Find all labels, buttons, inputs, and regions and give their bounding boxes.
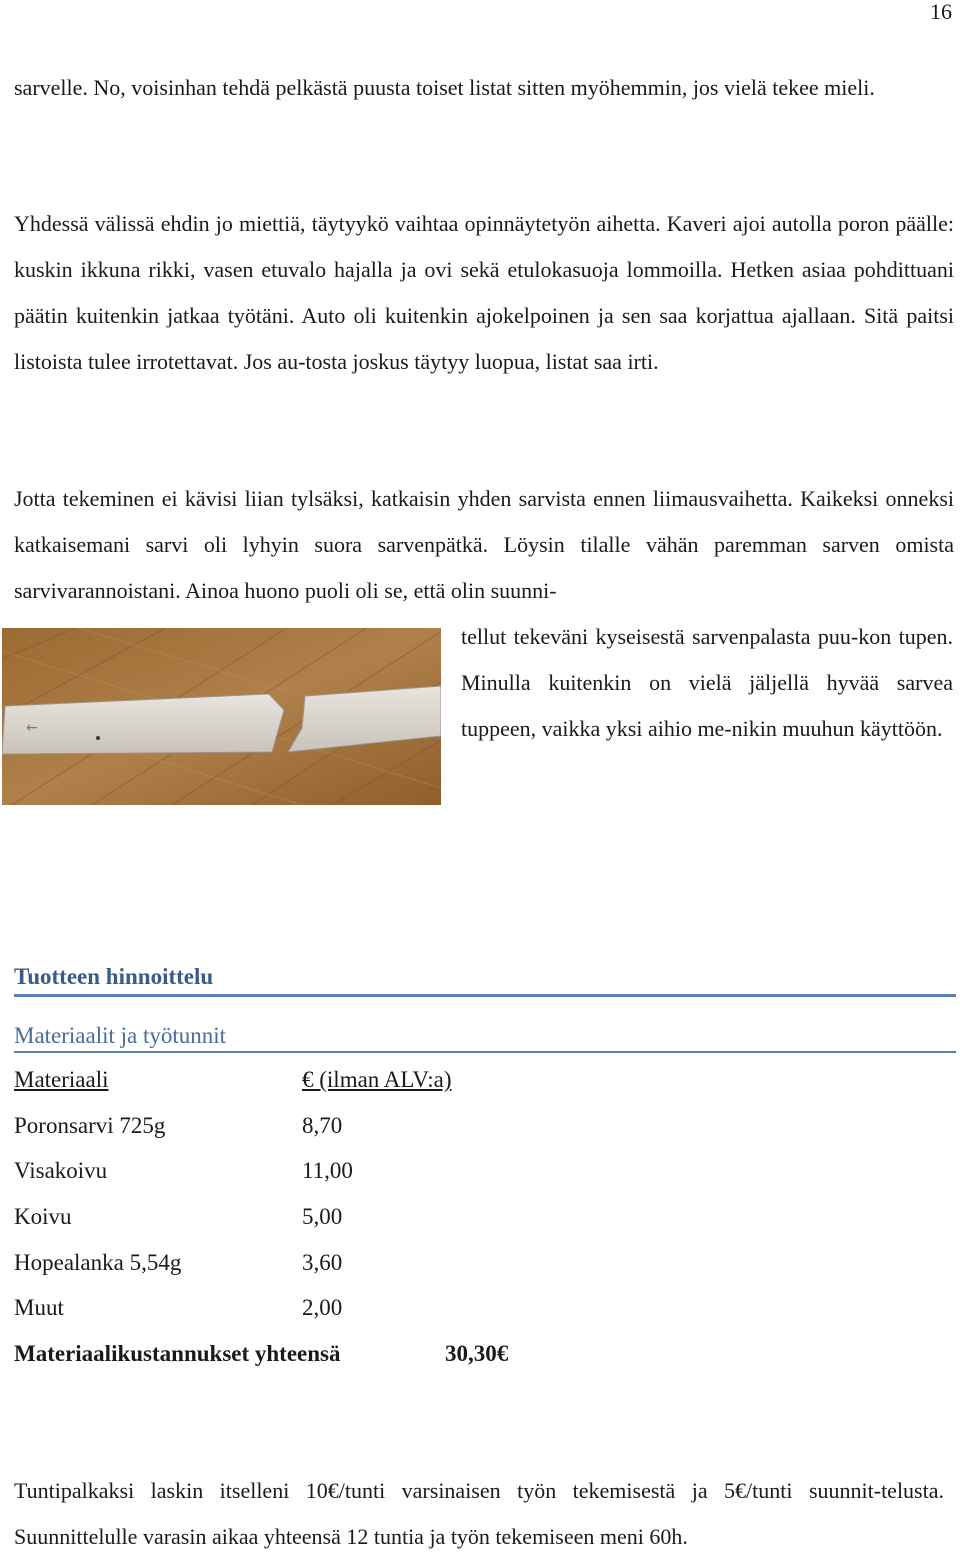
material-price: 11,00 [302, 1158, 353, 1183]
paragraph-4: Tuntipalkaksi laskin itselleni 10€/tunti varsinaisen työn tekemisestä ja 5€/tunti suunnit-telusta. Suunnittelulle varasin aikaa yhteensä 12 tuntia ja työn tekemiseen meni 60h. [14, 1478, 944, 1549]
material-price: 2,00 [302, 1295, 343, 1320]
pricing-subheading: Materiaalit ja työtunnit [14, 1023, 227, 1048]
material-name: Poronsarvi 725g [14, 1113, 166, 1138]
column-header-material: Materiaali [14, 1067, 109, 1092]
heading-rule [14, 994, 956, 997]
paragraph-3-wrap: tellut tekeväni kyseisestä sarvenpalasta puu-kon tupen. Minulla kuitenkin on vielä jäljellä hyvää sarvea tuppeen, vaikka yksi aihio me-nikin muuhun käyttöön. [461, 624, 953, 741]
material-name: Hopealanka 5,54g [14, 1250, 182, 1275]
material-name: Muut [14, 1295, 64, 1320]
material-price: 3,60 [302, 1250, 343, 1275]
broken-antler-photo [2, 628, 441, 805]
antler-strips-image [2, 628, 441, 805]
total-value: 30,30€ [445, 1341, 509, 1366]
material-price: 8,70 [302, 1113, 343, 1138]
material-price: 5,00 [302, 1204, 343, 1229]
paragraph-2: Yhdessä välissä ehdin jo miettiä, täytyykö vaihtaa opinnäytetyön aihetta. Kaveri ajoi autolla poron päälle: kuskin ikkuna rikki, vasen etuvalo hajalla ja ovi sekä etulokasuoja lommoilla. Hetken asiaa pohdittuani päätin kuitenkin jatkaa työtäni. Auto oli kuitenkin ajokelpoinen ja sen saa korjattua ajallaan. Sitä paitsi listoista tulee irrotettavat. Jos au-tosta joskus täytyy luopua, listat saa irti. [14, 211, 954, 374]
subheading-rule [14, 1051, 956, 1053]
paragraph-1: sarvelle. No, voisinhan tehdä pelkästä puusta toiset listat sitten myöhemmin, jos vielä tekee mieli. [14, 75, 875, 100]
total-label: Materiaalikustannukset yhteensä [14, 1341, 341, 1366]
paragraph-3: Jotta tekeminen ei kävisi liian tylsäksi, katkaisin yhden sarvista ennen liimausvaihetta. Kaikeksi onneksi katkaisemani sarvi oli lyhyin suora sarvenpätkä. Löysin tilalle vähän paremman sarven omista sarvivarannoistani. Ainoa huono puoli oli se, että olin suunni- [14, 486, 954, 603]
material-name: Koivu [14, 1204, 72, 1229]
page-number: 16 [930, 0, 952, 24]
arrow-mark-icon: ← [26, 720, 38, 736]
column-header-price: € (ilman ALV:a) [302, 1067, 452, 1092]
pricing-heading: Tuotteen hinnoittelu [14, 964, 214, 989]
material-name: Visakoivu [14, 1158, 108, 1183]
